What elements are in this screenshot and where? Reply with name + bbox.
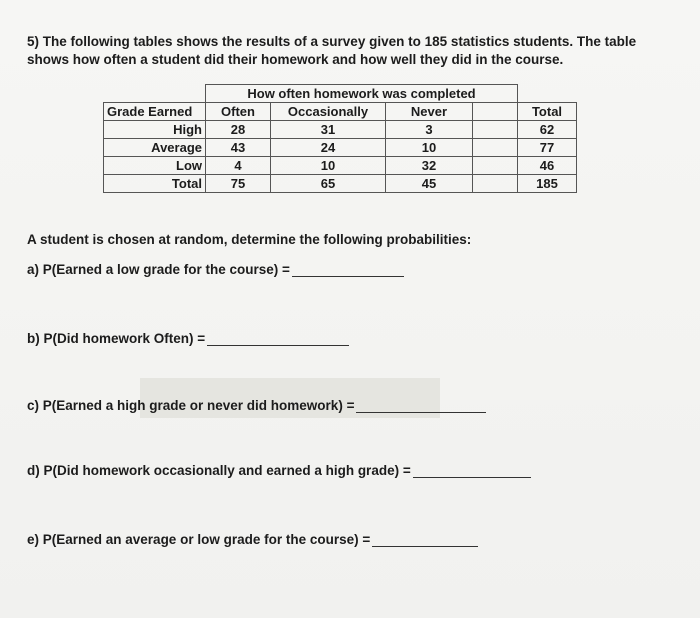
part-a-label: a) P(Earned a low grade for the course) = bbox=[27, 262, 290, 277]
part-e bbox=[27, 532, 478, 547]
table-cell: 45 bbox=[386, 175, 473, 193]
answer-blank-b[interactable] bbox=[207, 331, 349, 346]
table-cell: 75 bbox=[206, 175, 271, 193]
part-e-label: e) P(Earned an average or low grade for the course) = bbox=[27, 532, 371, 547]
table-cell: 185 bbox=[518, 175, 577, 193]
table-cell: 3 bbox=[386, 121, 473, 139]
row-label: Average bbox=[104, 139, 206, 157]
survey-table bbox=[103, 84, 577, 193]
part-c bbox=[27, 398, 486, 413]
part-c-label: c) P(Earned a high grade or never did homework) = bbox=[27, 398, 355, 413]
col-header-occasionally: Occasionally bbox=[271, 103, 386, 121]
row-label: High bbox=[104, 121, 206, 139]
table-row bbox=[104, 175, 577, 193]
row-header: Grade Earned bbox=[104, 103, 206, 121]
table-cell: 46 bbox=[518, 157, 577, 175]
table-header-top: How often homework was completed bbox=[206, 85, 518, 103]
table-cell: 10 bbox=[386, 139, 473, 157]
row-label: Total bbox=[104, 175, 206, 193]
table-cell: 31 bbox=[271, 121, 386, 139]
probability-prompt: A student is chosen at random, determine the following probabilities: bbox=[27, 232, 472, 247]
part-d bbox=[27, 463, 531, 478]
question-text: 5) The following tables shows the results of a survey given to 185 statistics students. The table shows how often a student did their homework and how well they did in the course. bbox=[27, 34, 637, 67]
table-cell: 10 bbox=[271, 157, 386, 175]
table-cell: 62 bbox=[518, 121, 577, 139]
table-cell: 4 bbox=[206, 157, 271, 175]
table-cell: 28 bbox=[206, 121, 271, 139]
table-cell: 24 bbox=[271, 139, 386, 157]
table-cell: 43 bbox=[206, 139, 271, 157]
part-b bbox=[27, 331, 349, 346]
table-row bbox=[104, 85, 577, 103]
col-header-total: Total bbox=[518, 103, 577, 121]
answer-blank-d[interactable] bbox=[413, 463, 531, 478]
answer-blank-c[interactable] bbox=[356, 398, 486, 413]
part-a bbox=[27, 262, 404, 277]
part-d-label: d) P(Did homework occasionally and earned a high grade) = bbox=[27, 463, 411, 478]
table-row bbox=[104, 157, 577, 175]
col-header-never: Never bbox=[386, 103, 473, 121]
answer-blank-e[interactable] bbox=[372, 532, 478, 547]
table-cell: 32 bbox=[386, 157, 473, 175]
table-row bbox=[104, 121, 577, 139]
answer-blank-a[interactable] bbox=[292, 262, 404, 277]
table-row bbox=[104, 103, 577, 121]
table-cell: 65 bbox=[271, 175, 386, 193]
part-b-label: b) P(Did homework Often) = bbox=[27, 331, 206, 346]
table-row bbox=[104, 139, 577, 157]
row-label: Low bbox=[104, 157, 206, 175]
col-header-often: Often bbox=[206, 103, 271, 121]
table-cell: 77 bbox=[518, 139, 577, 157]
